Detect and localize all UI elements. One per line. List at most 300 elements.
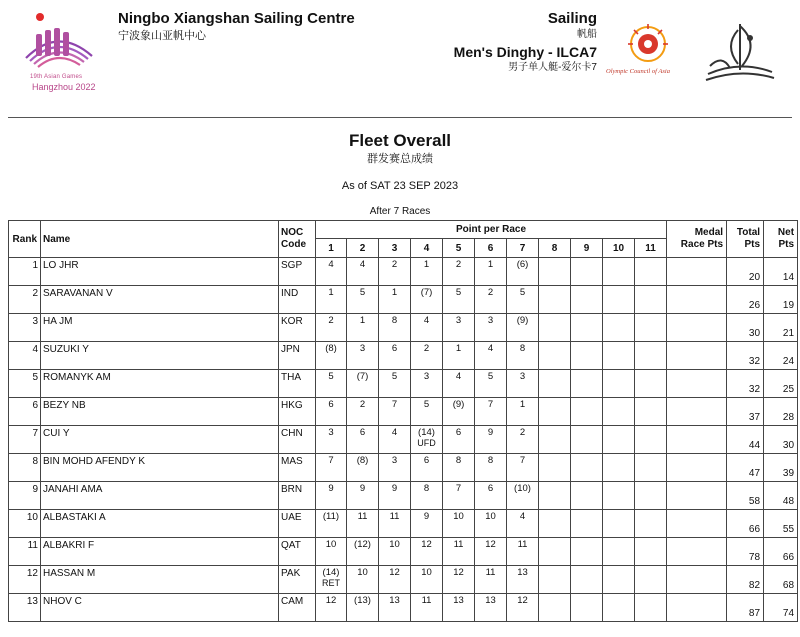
race-points-cell [539,426,571,454]
race-points-cell [443,510,475,538]
medal-race-pts-cell [667,426,727,454]
race-points-cell [507,538,539,566]
race-points-cell [507,398,539,426]
race-points-value: (9) [452,399,465,410]
rank-cell: 9 [9,482,41,510]
race-points-value: 8 [519,343,526,354]
table-row [9,566,798,594]
race-points-cell [411,482,443,510]
col-header-noc-line1: NOC [281,227,304,238]
athlete-name-cell: SUZUKI Y [41,342,279,370]
net-pts-cell: 74 [764,594,798,622]
race-number-header: 10 [603,239,635,258]
race-points-value: 8 [391,315,398,326]
race-points-value: 2 [423,343,430,354]
race-points-value: 9 [487,427,494,438]
rank-cell: 5 [9,370,41,398]
net-pts-cell: 39 [764,454,798,482]
event-block [454,10,597,74]
results-body [9,258,798,622]
race-points-value: (13) [354,595,371,606]
race-points-cell [443,286,475,314]
race-points-value: 12 [421,539,432,550]
race-points-value: 4 [455,371,462,382]
table-row [9,286,798,314]
col-header-medal-line1: Medal [694,227,724,238]
race-points-value: 5 [519,287,526,298]
race-points-cell [507,454,539,482]
race-points-cell [347,566,379,594]
noc-code-cell: PAK [279,566,316,594]
race-points-value: (6) [516,259,529,270]
col-header-net [764,221,798,258]
col-header-total [727,221,764,258]
race-points-value: 6 [359,427,366,438]
race-points-value: 7 [455,483,462,494]
race-points-cell [347,594,379,622]
race-points-value: 13 [389,595,400,606]
race-points-cell [603,566,635,594]
table-row [9,370,798,398]
race-points-cell [411,538,443,566]
athlete-name-cell: ALBAKRI F [41,538,279,566]
race-points-cell [347,342,379,370]
report-title: Fleet Overall [348,131,452,150]
race-points-value: 3 [519,371,526,382]
race-points-cell [443,398,475,426]
race-number-header: 11 [635,239,667,258]
race-points-cell [379,482,411,510]
race-points-value: (7) [356,371,369,382]
race-points-value: 7 [391,399,398,410]
race-points-cell [411,398,443,426]
race-points-value: 1 [423,259,430,270]
net-pts-cell: 30 [764,426,798,454]
race-points-value: 3 [455,315,462,326]
race-points-value: 4 [487,343,494,354]
race-points-value: 7 [328,455,334,466]
race-points-cell [507,370,539,398]
race-points-cell [603,342,635,370]
race-points-value: (8) [356,455,369,466]
race-points-cell [571,454,603,482]
race-points-cell [603,258,635,286]
race-points-cell [571,566,603,594]
race-points-cell [539,286,571,314]
race-points-cell [475,426,507,454]
race-points-cell [379,566,411,594]
table-row [9,398,798,426]
col-header-rank: Rank [9,221,41,258]
race-points-value: 4 [328,259,334,270]
total-pts-cell: 78 [727,538,764,566]
race-points-cell [411,258,443,286]
race-points-value: 12 [485,539,496,550]
col-header-points: Point per Race [316,221,667,239]
medal-race-pts-cell [667,482,727,510]
total-pts-cell: 58 [727,482,764,510]
race-points-value: 1 [359,315,366,326]
race-points-value: 5 [328,371,334,382]
col-header-medal [667,221,727,258]
race-points-cell [539,314,571,342]
race-points-cell [571,510,603,538]
rank-cell: 10 [9,510,41,538]
race-points-cell [507,566,539,594]
race-points-cell [539,454,571,482]
race-points-cell [316,594,347,622]
race-number-header: 2 [347,239,379,258]
noc-code-cell: JPN [279,342,316,370]
medal-race-pts-cell [667,594,727,622]
race-points-cell [316,426,347,454]
race-points-value: 6 [455,427,462,438]
net-pts-cell: 68 [764,566,798,594]
athlete-name-cell: JANAHI AMA [41,482,279,510]
race-points-cell [635,398,667,426]
race-points-cell [443,594,475,622]
race-points-value: 6 [423,455,430,466]
race-points-cell [571,426,603,454]
race-points-cell [635,566,667,594]
race-points-cell [316,370,347,398]
race-points-value: 2 [359,399,366,410]
sport-name: Sailing [547,10,597,27]
race-points-cell [635,342,667,370]
total-pts-cell: 87 [727,594,764,622]
race-points-value: (11) [322,511,340,522]
col-header-net-line1: Net [777,227,795,238]
race-points-cell [603,482,635,510]
race-points-value: 12 [389,567,400,578]
race-points-cell [379,454,411,482]
athlete-name-cell: BIN MOHD AFENDY K [41,454,279,482]
race-points-value: 11 [517,539,528,550]
race-points-cell [347,286,379,314]
venue-block [118,10,355,43]
noc-code-cell: KOR [279,314,316,342]
games-city: Hangzhou 2022 [32,82,96,92]
net-pts-cell: 14 [764,258,798,286]
net-pts-cell: 28 [764,398,798,426]
race-points-cell [603,398,635,426]
race-points-cell [571,342,603,370]
race-points-cell [443,454,475,482]
race-points-cell [379,398,411,426]
sport-name-cn: 帆船 [577,29,597,40]
net-pts-cell: 25 [764,370,798,398]
race-number-header: 1 [316,239,347,258]
net-pts-cell: 21 [764,314,798,342]
total-pts-cell: 66 [727,510,764,538]
hangzhou-2022-logo-icon [18,12,100,92]
race-points-value: (12) [354,539,371,550]
athlete-name-cell: HASSAN M [41,566,279,594]
race-points-value: 3 [487,315,494,326]
race-points-cell [379,426,411,454]
penalty-code: UFD [417,438,436,448]
rank-cell: 12 [9,566,41,594]
race-points-cell [571,314,603,342]
race-points-value: 5 [487,371,494,382]
noc-code-cell: THA [279,370,316,398]
race-points-value: 8 [423,483,430,494]
race-points-value: 1 [328,287,334,298]
race-points-cell [635,538,667,566]
race-points-cell [475,370,507,398]
race-number-header: 4 [411,239,443,258]
table-row [9,258,798,286]
race-points-value: 12 [453,567,464,578]
race-points-cell [443,538,475,566]
oca-caption: Olympic Council of Asia [606,68,670,75]
race-number-header: 6 [475,239,507,258]
rank-cell: 7 [9,426,41,454]
race-points-cell [316,286,347,314]
medal-race-pts-cell [667,538,727,566]
race-points-cell [571,538,603,566]
race-points-value: 11 [485,567,496,578]
race-points-cell [507,258,539,286]
athlete-name-cell: NHOV C [41,594,279,622]
table-row [9,538,798,566]
race-points-cell [379,258,411,286]
race-points-value: 7 [519,455,526,466]
race-points-cell [635,510,667,538]
total-pts-cell: 37 [727,398,764,426]
race-points-cell [347,370,379,398]
race-points-cell [379,538,411,566]
athlete-name-cell: HA JM [41,314,279,342]
race-points-value: 3 [423,371,430,382]
medal-race-pts-cell [667,258,727,286]
race-points-cell [475,482,507,510]
table-row [9,594,798,622]
noc-code-cell: QAT [279,538,316,566]
rank-cell: 1 [9,258,41,286]
race-points-value: 13 [485,595,496,606]
race-points-value: 1 [391,287,398,298]
rank-cell: 6 [9,398,41,426]
race-points-cell [635,594,667,622]
race-points-cell [475,594,507,622]
olympic-council-of-asia-logo-icon [604,22,692,80]
race-points-value: 6 [328,399,334,410]
total-pts-cell: 47 [727,454,764,482]
race-points-cell [347,510,379,538]
total-pts-cell: 20 [727,258,764,286]
col-header-total-line1: Total [736,227,761,238]
rank-cell: 11 [9,538,41,566]
race-points-value: 10 [325,539,337,550]
race-points-cell [635,314,667,342]
medal-race-pts-cell [667,566,727,594]
net-pts-cell: 24 [764,342,798,370]
race-points-value: (7) [420,287,433,298]
race-points-cell [411,594,443,622]
noc-code-cell: UAE [279,510,316,538]
col-header-total-line2: Pts [744,239,761,250]
net-pts-cell: 55 [764,510,798,538]
race-points-cell [411,286,443,314]
race-points-value: 9 [328,483,334,494]
race-points-cell [571,398,603,426]
race-points-cell [507,314,539,342]
race-points-cell [411,566,443,594]
race-points-cell [571,258,603,286]
race-points-value: 3 [328,427,334,438]
race-points-cell [316,510,347,538]
race-points-value: 1 [487,259,494,270]
noc-code-cell: HKG [279,398,316,426]
medal-race-pts-cell [667,342,727,370]
race-number-header: 7 [507,239,539,258]
sailing-pictogram-icon [700,18,778,88]
net-pts-cell: 19 [764,286,798,314]
race-points-value: 7 [487,399,494,410]
athlete-name-cell: BEZY NB [41,398,279,426]
race-points-cell [539,594,571,622]
race-points-value: (14) [418,427,435,438]
race-points-cell [603,286,635,314]
race-points-value: 1 [455,343,462,354]
race-points-cell [539,370,571,398]
race-points-cell [475,314,507,342]
race-points-cell [571,482,603,510]
race-points-cell [571,286,603,314]
race-points-cell [475,538,507,566]
race-points-cell [379,370,411,398]
athlete-name-cell: ALBASTAKI A [41,510,279,538]
race-points-cell [443,342,475,370]
race-points-value: 6 [487,483,494,494]
race-points-value: 11 [421,595,432,606]
race-points-cell [475,286,507,314]
race-points-value: 13 [453,595,464,606]
race-points-value: 4 [391,427,398,438]
penalty-code: RET [322,578,340,588]
total-pts-cell: 32 [727,370,764,398]
race-points-value: 11 [357,511,368,522]
race-points-cell [347,426,379,454]
race-points-cell [443,482,475,510]
race-points-cell [379,342,411,370]
noc-code-cell: CHN [279,426,316,454]
race-points-cell [379,286,411,314]
report-title-block [0,130,800,218]
athlete-name-cell: ROMANYK AM [41,370,279,398]
race-points-cell [347,482,379,510]
race-points-cell [443,258,475,286]
noc-code-cell: IND [279,286,316,314]
col-header-noc [279,221,316,258]
race-points-cell [443,314,475,342]
page-header [0,0,800,118]
race-points-cell [411,510,443,538]
race-number-header: 8 [539,239,571,258]
race-points-value: 5 [359,287,366,298]
race-points-cell [475,258,507,286]
race-points-cell [475,398,507,426]
japan-flag-dot-icon [36,13,44,21]
race-points-cell [411,454,443,482]
col-header-net-line2: Pts [778,239,795,250]
race-points-cell [347,398,379,426]
race-points-cell [603,538,635,566]
race-points-cell [507,342,539,370]
race-points-cell [316,566,347,594]
race-points-cell [316,482,347,510]
race-points-cell [411,342,443,370]
race-points-cell [539,510,571,538]
total-pts-cell: 30 [727,314,764,342]
race-points-cell [539,566,571,594]
race-points-value: 8 [487,455,494,466]
col-header-name: Name [41,221,279,258]
rank-cell: 8 [9,454,41,482]
medal-race-pts-cell [667,510,727,538]
race-points-cell [316,314,347,342]
race-points-value: 5 [455,287,462,298]
race-points-cell [539,398,571,426]
table-row [9,482,798,510]
race-points-cell [347,538,379,566]
table-row [9,510,798,538]
race-points-cell [507,510,539,538]
race-points-cell [475,510,507,538]
race-points-cell [316,538,347,566]
noc-code-cell: CAM [279,594,316,622]
race-points-value: 3 [391,455,398,466]
race-points-cell [635,426,667,454]
event-name: Men's Dinghy - ILCA7 [453,44,597,60]
race-number-header: 9 [571,239,603,258]
race-number-header: 3 [379,239,411,258]
race-points-cell [635,454,667,482]
games-caption: 19th Asian Games [30,74,83,80]
race-points-cell [379,510,411,538]
race-points-cell [347,258,379,286]
race-points-cell [475,566,507,594]
race-points-cell [507,286,539,314]
net-pts-cell: 66 [764,538,798,566]
medal-race-pts-cell [667,286,727,314]
race-points-value: 10 [453,511,464,522]
race-points-value: 9 [391,483,398,494]
rank-cell: 4 [9,342,41,370]
medal-race-pts-cell [667,370,727,398]
noc-code-cell: SGP [279,258,316,286]
total-pts-cell: 44 [727,426,764,454]
table-row [9,314,798,342]
race-points-cell [507,482,539,510]
race-points-value: (9) [516,315,529,326]
race-points-value: 5 [391,371,398,382]
medal-race-pts-cell [667,398,727,426]
race-points-cell [635,482,667,510]
rank-cell: 3 [9,314,41,342]
race-points-value: 8 [455,455,462,466]
race-points-value: (8) [325,343,337,354]
total-pts-cell: 82 [727,566,764,594]
noc-code-cell: BRN [279,482,316,510]
medal-race-pts-cell [667,314,727,342]
race-points-value: 13 [517,567,528,578]
total-pts-cell: 32 [727,342,764,370]
race-points-value: 9 [423,511,430,522]
race-points-cell [539,342,571,370]
athlete-name-cell: LO JHR [41,258,279,286]
